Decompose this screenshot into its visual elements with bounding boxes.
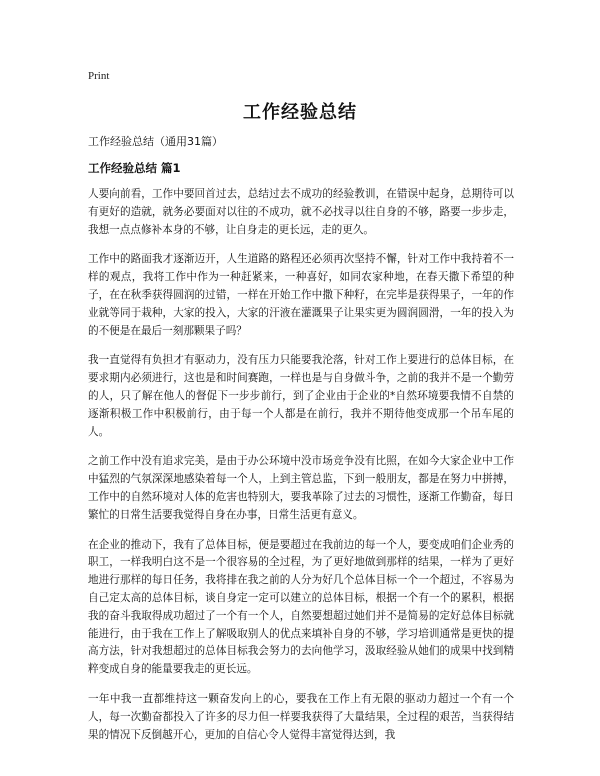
document-body — [88, 186, 514, 756]
paragraph-5: 在企业的推动下，我有了总体目标，便是要超过在我前边的每一个人，要变成咱们企业秀的职工，一样我明白这不是一个很容易的全过程，为了更好地做到那样的结果，一样为了更好地进行那样的每日任务，我将排在我之前的人分为好几个总体目标一个一个超过，不容易为自己定太高的总体目标，谈自身定一定可以建立的总体目标，根据一个有一个的累积，根据我的奋斗我取得成功超过了一个有一个人，自然要想超过她们并不是简易的定好总体目标就能进行，由于我在工作上了解吸取别人的优点来填补自身的不够，学习培训通常是更快的提高方法，针对我想超过的总体目标我会努力的去向他学习，汲取经验从她们的成果中找到精粹变成自身的能量要我走的更长远。 — [88, 538, 514, 676]
paragraph-2: 工作中的路面我才逐渐迈开，人生道路的路程还必须再次坚持不懈，针对工作中我持着不一样的观点，我将工作中作为一种赶紧来，一种喜好，如同农家种地，在春天撒下希望的种子，在在秋季获得圆润的过错，一样在开始工作中撒下种籽，在完毕是获得果子，一年的作业就等同于栽种，大家的投入，大家的汗液在灌溉果子让果实更为圆润圆滑，一年的投入为的不便是在最后一刻那颗果子吗？ — [88, 253, 514, 337]
paragraph-1: 人要向前看，工作中要回首过去，总结过去不成功的经验教训，在错误中起身，总期待可以有更好的造就，就务必要面对以往的不成功，就不必找寻以往自身的不够，路要一步步走，我想一点点修补本身的不够，让自身走的更长远，走的更久。 — [88, 188, 514, 236]
document-subtitle: 工作经验总结（通用31篇） — [88, 135, 223, 148]
document-title: 工作经验总结 — [243, 102, 357, 123]
print-label: Print — [88, 70, 110, 82]
paragraph-4: 之前工作中没有追求完美，是由于办公环境中没市场竞争没有比照，在如今大家企业中工作中猛烈的气氛深深地感染着每一个人，上到主管总监，下到一般朋友，都是在努力中拼搏，工作中的自然环境对人体的危害也特别大，要我革除了过去的习惯性，逐渐工作勤奋，每日繁忙的日常生活要我觉得自身在办事，日常生活更有意义。 — [88, 455, 514, 521]
paragraph-3: 我一直觉得有负担才有驱动力，没有压力只能要我沦落，针对工作上要进行的总体目标，在要求期内必须进行，这也是和时间赛跑，一样也是与自身做斗争，之前的我并不是一个勤劳的人，只了解在他人的督促下一步步前行，到了企业由于企业的*自然环境要我情不自禁的逐渐积极工作中积极前行，由于每一个人都是在前行，我并不期待他变成那一个吊车尾的人。 — [88, 354, 514, 438]
section-heading: 工作经验总结 篇1 — [88, 161, 181, 175]
paragraph-6: 一年中我一直都维持这一颗奋发向上的心，要我在工作上有无限的驱动力超过一个有一个人，每一次勤奋都投入了许多的尽力但一样要我获得了大量结果，全过程的艰苦，当获得结果的情况下反倒越开心，更加的自信心令人觉得丰富觉得达到，我 — [88, 692, 514, 741]
